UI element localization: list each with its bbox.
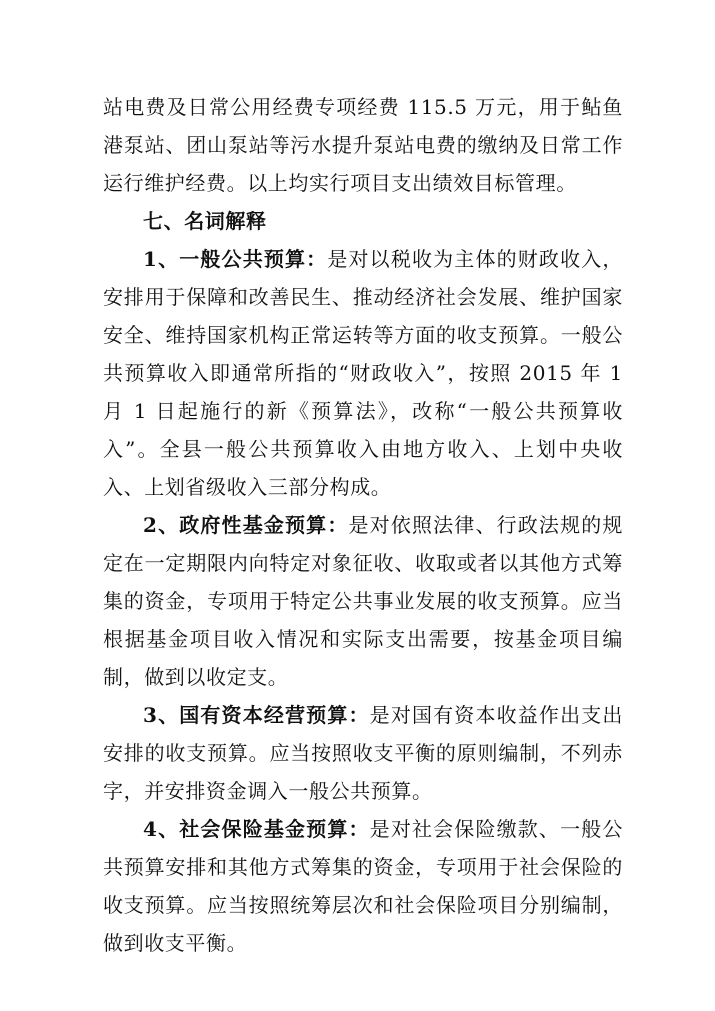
definition-text: 是对国有资本收益作出支出安排的收支预算。应当按照收支平衡的原则编制，不列赤字，并安排资金调入一般公共预算。 (103, 703, 623, 803)
document-body (103, 88, 623, 962)
definition-term: 2、政府性基金预算： (143, 513, 349, 537)
definition-term: 3、国有资本经营预算： (143, 703, 370, 727)
definition-social-insurance-budget (103, 810, 623, 962)
definition-text: 是对社会保险缴款、一般公共预算安排和其他方式筹集的资金，专项用于社会保险的收支预算。应当按照统筹层次和社会保险项目分别编制，做到收支平衡。 (103, 817, 623, 955)
definition-term: 1、一般公共预算： (143, 247, 328, 271)
definition-government-fund-budget (103, 506, 623, 696)
definition-text: 是对依照法律、行政法规的规定在一定期限内向特定对象征收、收取或者以其他方式筹集的资金，专项用于特定公共事业发展的收支预算。应当根据基金项目收入情况和实际支出需要，按基金项目编制，做到以收定支。 (103, 513, 623, 689)
definition-general-public-budget (103, 240, 623, 506)
definition-state-capital-budget (103, 696, 623, 810)
definition-term: 4、社会保险基金预算： (143, 817, 370, 841)
continued-paragraph: 站电费及日常公用经费专项经费 115.5 万元，用于鲇鱼港泵站、团山泵站等污水提升泵站电费的缴纳及日常工作运行维护经费。以上均实行项目支出绩效目标管理。 (103, 95, 623, 195)
definition-text: 是对以税收为主体的财政收入，安排用于保障和改善民生、推动经济社会发展、维护国家安全、维持国家机构正常运转等方面的收支预算。一般公共预算收入即通常所指的“财政收入”，按照 2015 年 1 月 1 日起施行的新《预算法》，改称“一般公共预算收入”。全县一般公共预算收入由地方收入、上划中央收入、上划省级收入三部分构成。 (103, 247, 623, 499)
section-heading: 七、名词解释 (143, 209, 267, 233)
